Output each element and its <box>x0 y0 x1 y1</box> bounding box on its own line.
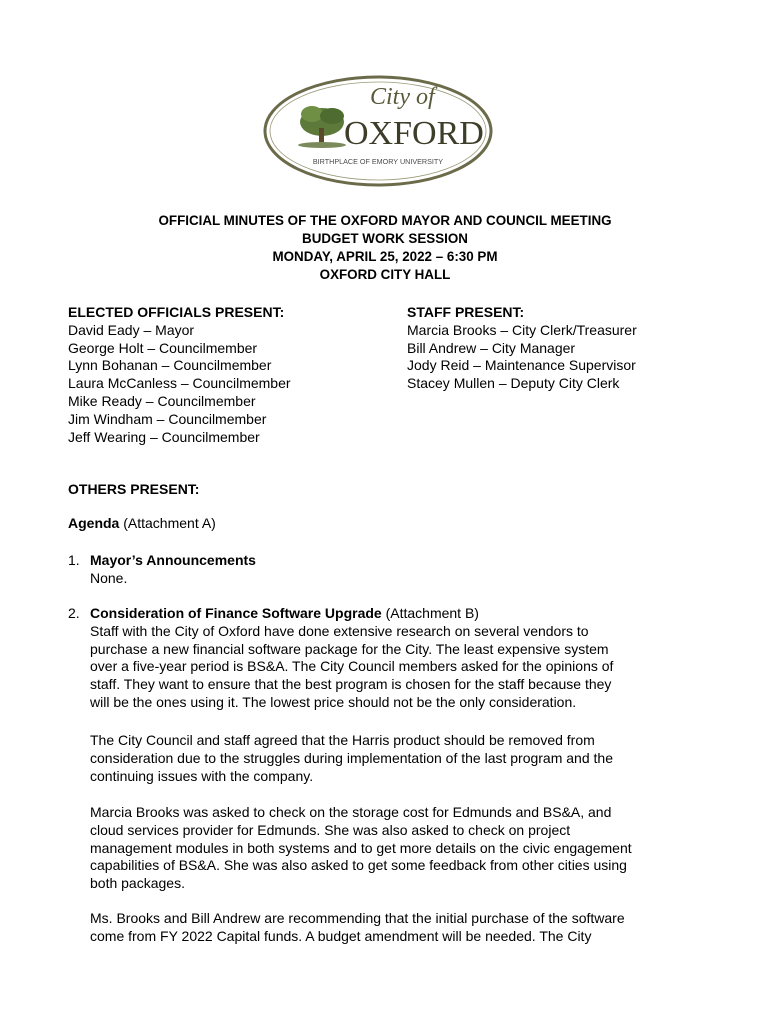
item-text-line: will be the ones using it. The lowest price should not be the only consideration. <box>90 693 577 710</box>
paragraph-line: cloud services provider for Edmunds. She was also asked to check on project <box>90 821 571 838</box>
item-title: Consideration of Finance Software Upgrade <box>90 605 382 621</box>
staff-present-list <box>407 304 737 393</box>
paragraph-line: capabilities of BS&A. She was also asked to get some feedback from other cities using <box>90 857 627 874</box>
logo-city-text: City of <box>370 84 435 110</box>
elected-officials-heading: ELECTED OFFICIALS PRESENT: <box>68 304 285 320</box>
item-number: 2. <box>68 605 80 621</box>
item-number: 1. <box>68 552 80 568</box>
paragraph-line: come from FY 2022 Capital funds. A budget amendment will be needed. The City <box>90 927 592 944</box>
logo-name-text: OXFORD <box>344 115 484 152</box>
others-present-heading: OTHERS PRESENT: <box>68 481 200 497</box>
list-item: Marcia Brooks – City Clerk/Treasurer <box>407 321 637 338</box>
staff-present-heading: STAFF PRESENT: <box>407 304 525 320</box>
item-text-line: staff. They want to ensure that the best program is chosen for the staff because they <box>90 676 612 693</box>
title-line-2: BUDGET WORK SESSION <box>302 231 468 246</box>
paragraph-line: The City Council and staff agreed that the Harris product should be removed from <box>90 732 595 748</box>
item-text-line: purchase a new financial software package for the City. The least expensive system <box>90 640 609 657</box>
list-item: Laura McCanless – Councilmember <box>68 375 291 392</box>
paragraph-harris <box>90 732 690 785</box>
paragraph-line: consideration due to the struggles during implementation of the last program and the <box>90 749 613 766</box>
item-title: Mayor’s Announcements <box>90 552 256 568</box>
item-text-line: None. <box>90 569 128 586</box>
list-item: Mike Ready – Councilmember <box>68 392 256 409</box>
list-item: Bill Andrew – City Manager <box>407 339 576 356</box>
list-item: Jim Windham – Councilmember <box>68 410 267 427</box>
list-item: George Holt – Councilmember <box>68 339 258 356</box>
paragraph-line: management modules in both systems and to get more details on the civic engagement <box>90 839 632 856</box>
paragraph-storage-cost <box>90 804 690 893</box>
elected-officials-list <box>68 304 388 446</box>
list-item: Lynn Bohanan – Councilmember <box>68 357 272 374</box>
city-of-oxford-logo <box>262 74 494 188</box>
agenda-attachment: (Attachment A) <box>119 515 216 531</box>
agenda-label: Agenda <box>68 515 120 531</box>
list-item: Jeff Wearing – Councilmember <box>68 428 260 445</box>
paragraph-line: Ms. Brooks and Bill Andrew are recommending that the initial purchase of the software <box>90 910 625 926</box>
paragraph-line: continuing issues with the company. <box>90 767 314 784</box>
title-line-1: OFFICIAL MINUTES OF THE OXFORD MAYOR AND COUNCIL MEETING <box>158 213 612 228</box>
title-line-4: OXFORD CITY HALL <box>319 267 451 282</box>
list-item: Jody Reid – Maintenance Supervisor <box>407 357 636 374</box>
agenda-line <box>68 515 708 533</box>
title-line-3: MONDAY, APRIL 25, 2022 – 6:30 PM <box>272 249 498 264</box>
list-item: Stacey Mullen – Deputy City Clerk <box>407 375 620 392</box>
paragraph-line: Marcia Brooks was asked to check on the storage cost for Edmunds and BS&A, and <box>90 804 612 820</box>
paragraph-line: both packages. <box>90 875 185 892</box>
meeting-title <box>0 212 770 284</box>
tree-icon <box>298 106 346 148</box>
logo-tagline-text: BIRTHPLACE OF EMORY UNIVERSITY <box>312 157 444 166</box>
item-text-line: over a five-year period is BS&A. The City Council members asked for the opinions of <box>90 658 614 675</box>
item-attachment: (Attachment B) <box>381 605 479 621</box>
item-text-line: Staff with the City of Oxford have done extensive research on several vendors to <box>90 622 589 639</box>
list-item: David Eady – Mayor <box>68 321 195 338</box>
paragraph-capital-funds <box>90 910 690 946</box>
